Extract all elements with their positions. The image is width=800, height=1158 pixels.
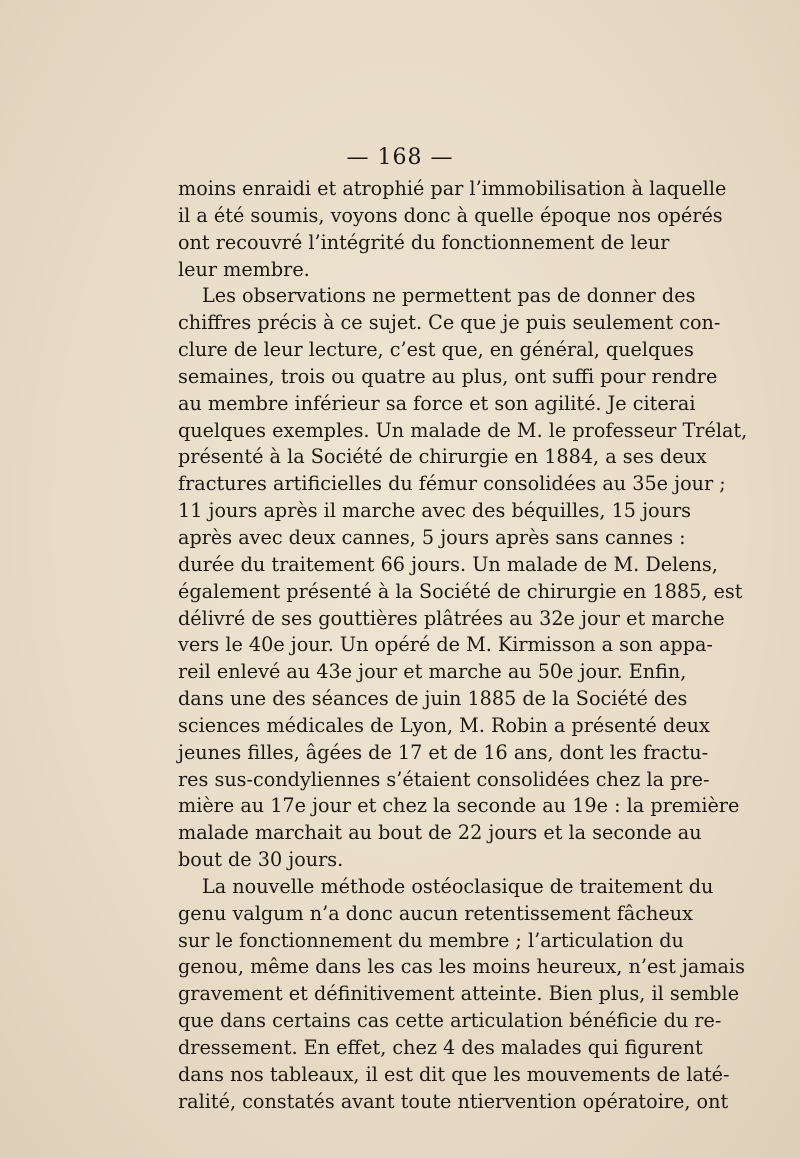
text-line: dressement. En effet, chez 4 des malades qui figurent (178, 1036, 703, 1059)
text-line: genu valgum n’a donc aucun retentissement fâcheux (178, 901, 693, 925)
body-text (178, 176, 748, 1116)
text-line: bout de 30 jours. (178, 848, 344, 872)
text-line: après avec deux cannes, 5 jours après sans cannes : (178, 525, 686, 549)
text-line: fractures artificielles du fémur consolidées au 35e jour ; (178, 472, 726, 496)
text-line: reil enlevé au 43e jour et marche au 50e jour. Enfin, (178, 660, 687, 684)
text-line: res sus-condyliennes s’étaient consolidées chez la pre- (178, 767, 710, 791)
text-line: ont recouvré l’intégrité du fonctionnement de leur (178, 230, 670, 254)
text-line: délivré de ses gouttières plâtrées au 32e jour et marche (178, 606, 725, 630)
text-line: malade marchait au bout de 22 jours et la seconde au (178, 821, 702, 845)
text-line: leur membre. (178, 257, 310, 281)
text-line: également présenté à la Société de chirurgie en 1885, est (178, 579, 743, 603)
text-line: dans nos tableaux, il est dit que les mouvements de laté- (178, 1062, 730, 1086)
paragraph-start-line: Les observations ne permettent pas de donner des (202, 284, 696, 308)
text-line: que dans certains cas cette articulation bénéficie du re- (178, 1009, 722, 1033)
text-line: présenté à la Société de chirurgie en 1884, a ses deux (178, 445, 707, 469)
text-line: gravement et définitivement atteinte. Bien plus, il semble (178, 982, 740, 1006)
text-line: ralité, constatés avant toute ntiervention opératoire, ont (178, 1089, 729, 1113)
text-line: sciences médicales de Lyon, M. Robin a présenté deux (178, 713, 710, 737)
text-line: genou, même dans les cas les moins heureux, n’est jamais (178, 955, 745, 979)
text-line: clure de leur lecture, c’est que, en général, quelques (178, 338, 694, 362)
text-line: moins enraidi et atrophié par l’immobilisation à laquelle (178, 177, 727, 200)
text-line: sur le fonctionnement du membre ; l’articulation du (178, 928, 684, 952)
text-line: au membre inférieur sa force et son agilité. Je citerai (178, 391, 696, 415)
text-line: chiffres précis à ce sujet. Ce que je puis seulement con- (178, 311, 721, 335)
text-line: semaines, trois ou quatre au plus, ont suffi pour rendre (178, 364, 718, 388)
text-line: vers le 40e jour. Un opéré de M. Kirmisson a son appa- (178, 633, 713, 657)
text-line: quelques exemples. Un malade de M. le professeur Trélat, (178, 418, 748, 442)
paragraph-start-line: La nouvelle méthode ostéoclasique de traitement du (202, 874, 714, 898)
text-line: jeunes filles, âgées de 17 et de 16 ans, dont les fractu- (178, 740, 709, 764)
text-line: durée du traitement 66 jours. Un malade de M. Delens, (178, 552, 718, 576)
page-number: — 168 — (346, 145, 454, 170)
text-line: il a été soumis, voyons donc à quelle époque nos opérés (178, 203, 723, 227)
text-line: mière au 17e jour et chez la seconde au 19e : la première (178, 794, 740, 818)
text-line: 11 jours après il marche avec des béquilles, 15 jours (178, 499, 691, 523)
text-line: dans une des séances de juin 1885 de la Société des (178, 687, 688, 711)
